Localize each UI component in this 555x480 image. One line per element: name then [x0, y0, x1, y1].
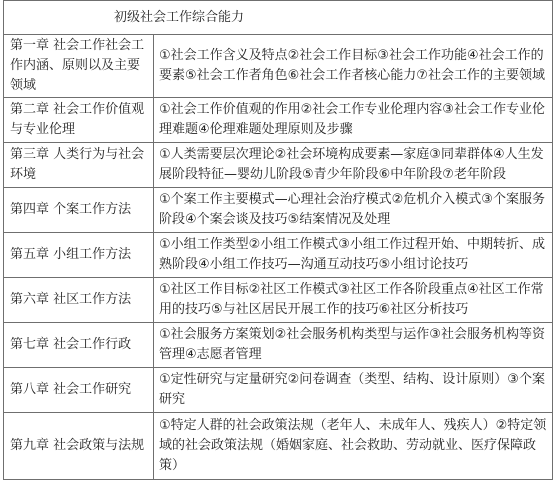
chapter-cell: 第八章 社会工作研究	[4, 368, 154, 413]
chapter-cell: 第七章 社会工作行政	[4, 323, 154, 368]
chapter-cell: 第三章 人类行为与社会环境	[4, 143, 154, 188]
content-cell: ①社区工作目标②社区工作模式③社区工作各阶段重点④社区工作常用的技巧⑤与社区居民开展工作的技巧⑥社区分析技巧	[154, 278, 553, 323]
table-row	[4, 368, 553, 413]
chapter-cell: 第四章 个案工作方法	[4, 188, 154, 233]
chapter-cell: 第一章 社会工作社会工作内涵、原则以及主要领域	[4, 35, 154, 98]
table-row	[4, 233, 553, 278]
content-cell: ①小组工作类型②小组工作模式③小组工作过程开始、中期转折、成熟阶段④小组工作技巧—沟通互动技巧⑤小组讨论技巧	[154, 233, 553, 278]
content-cell: ①定性研究与定量研究②问卷调查（类型、结构、设计原则）③个案研究	[154, 368, 553, 413]
table-row	[4, 35, 553, 98]
content-cell: ①个案工作主要模式—心理社会治疗模式②危机介入模式③个案服务阶段④个案会谈及技巧⑤结案情况及处理	[154, 188, 553, 233]
chapter-cell: 第二章 社会工作价值观与专业伦理	[4, 98, 154, 143]
content-cell: ①社会服务方案策划②社会服务机构类型与运作③社会服务机构等资管理④志愿者管理	[154, 323, 553, 368]
syllabus-table-wrapper	[3, 0, 552, 480]
table-row	[4, 188, 553, 233]
chapter-cell: 第九章 社会政策与法规	[4, 413, 154, 480]
table-row	[4, 413, 553, 480]
content-cell: ①社会工作含义及特点②社会工作目标③社会工作功能④社会工作的要素⑤社会工作者角色⑥社会工作者核心能力⑦社会工作的主要领域	[154, 35, 553, 98]
content-cell: ①社会工作价值观的作用②社会工作专业伦理内容③社会工作专业伦理难题④伦理难题处理原则及步骤	[154, 98, 553, 143]
chapter-cell: 第五章 小组工作方法	[4, 233, 154, 278]
table-row	[4, 143, 553, 188]
table-row	[4, 278, 553, 323]
table-row	[4, 98, 553, 143]
table-row	[4, 323, 553, 368]
table-title-row	[4, 1, 553, 35]
table-title: 初级社会工作综合能力	[4, 1, 553, 35]
content-cell: ①人类需要层次理论②社会环境构成要素—家庭③同辈群体④人生发展阶段特征—婴幼儿阶段⑤青少年阶段⑥中年阶段⑦老年阶段	[154, 143, 553, 188]
syllabus-table	[3, 0, 553, 480]
content-cell: ①特定人群的社会政策法规（老年人、未成年人、残疾人）②特定领域的社会政策法规（婚姻家庭、社会救助、劳动就业、医疗保障政策）	[154, 413, 553, 480]
chapter-cell: 第六章 社区工作方法	[4, 278, 154, 323]
